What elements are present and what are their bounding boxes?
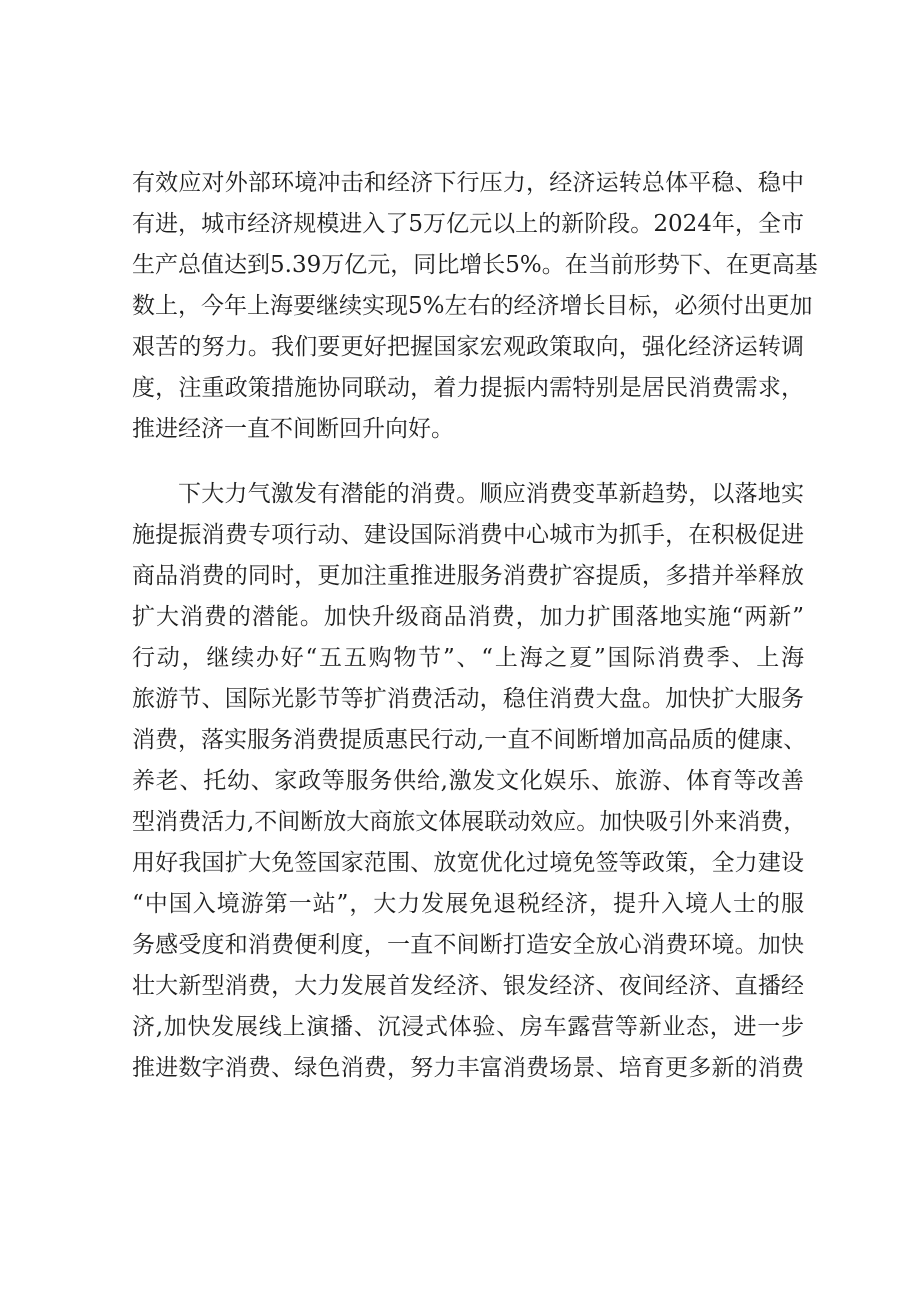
paragraph-1 [132,163,818,450]
text-line: 推进数字消费、绿色消费，努力丰富消费场景、培育更多新的消费 [132,1055,804,1081]
paragraph-gap [132,450,804,474]
text-line: 养老、托幼、家政等服务供给,激发文化娱乐、旅游、体育等改善 [132,768,804,794]
text-line: 行动，继续办好“五五购物节”、“上海之夏”国际消费季、上海 [132,645,804,671]
text-line: “中国入境游第一站”，大力发展免退税经济，提升入境人士的服 [132,891,804,917]
text-line: 济,加快发展线上演播、沉浸式体验、房车露营等新业态，进一步 [132,1014,804,1040]
text-line: 有效应对外部环境冲击和经济下行压力，经济运转总体平稳、稳中 [132,170,804,196]
text-line: 下大力气激发有潜能的消费。顺应消费变革新趋势，以落地实 [178,481,804,507]
text-line: 有进，城市经济规模进入了5万亿元以上的新阶段。2024年，全市 [132,211,804,237]
text-line: 旅游节、国际光影节等扩消费活动，稳住消费大盘。加快扩大服务 [132,686,804,712]
text-line: 型消费活力,不间断放大商旅文体展联动效应。加快吸引外来消费， [132,809,807,835]
text-line: 艰苦的努力。我们要更好把握国家宏观政策取向，强化经济运转调 [132,334,804,360]
body-text [132,163,818,1089]
paragraph-2 [132,474,807,1089]
text-line: 消费，落实服务消费提质惠民行动,一直不间断增加高品质的健康、 [132,727,807,753]
text-line: 推进经济一直不间断回升向好。 [132,416,454,442]
text-line: 数上，今年上海要继续实现5%左右的经济增长目标，必须付出更加 [132,293,813,319]
text-line: 壮大新型消费，大力发展首发经济、银发经济、夜间经济、直播经 [132,973,804,999]
text-line: 扩大消费的潜能。加快升级商品消费，加力扩围落地实施“两新” [132,604,804,630]
text-line: 务感受度和消费便利度，一直不间断打造安全放心消费环境。加快 [132,932,804,958]
text-line: 生产总值达到5.39万亿元，同比增长5%。在当前形势下、在更高基 [132,252,818,278]
text-line: 施提振消费专项行动、建设国际消费中心城市为抓手，在积极促进 [132,522,804,548]
text-line: 度，注重政策措施协同联动，着力提振内需特别是居民消费需求， [132,375,804,401]
text-line: 商品消费的同时，更加注重推进服务消费扩容提质，多措并举释放 [132,563,804,589]
text-line: 用好我国扩大免签国家范围、放宽优化过境免签等政策，全力建设 [132,850,804,876]
